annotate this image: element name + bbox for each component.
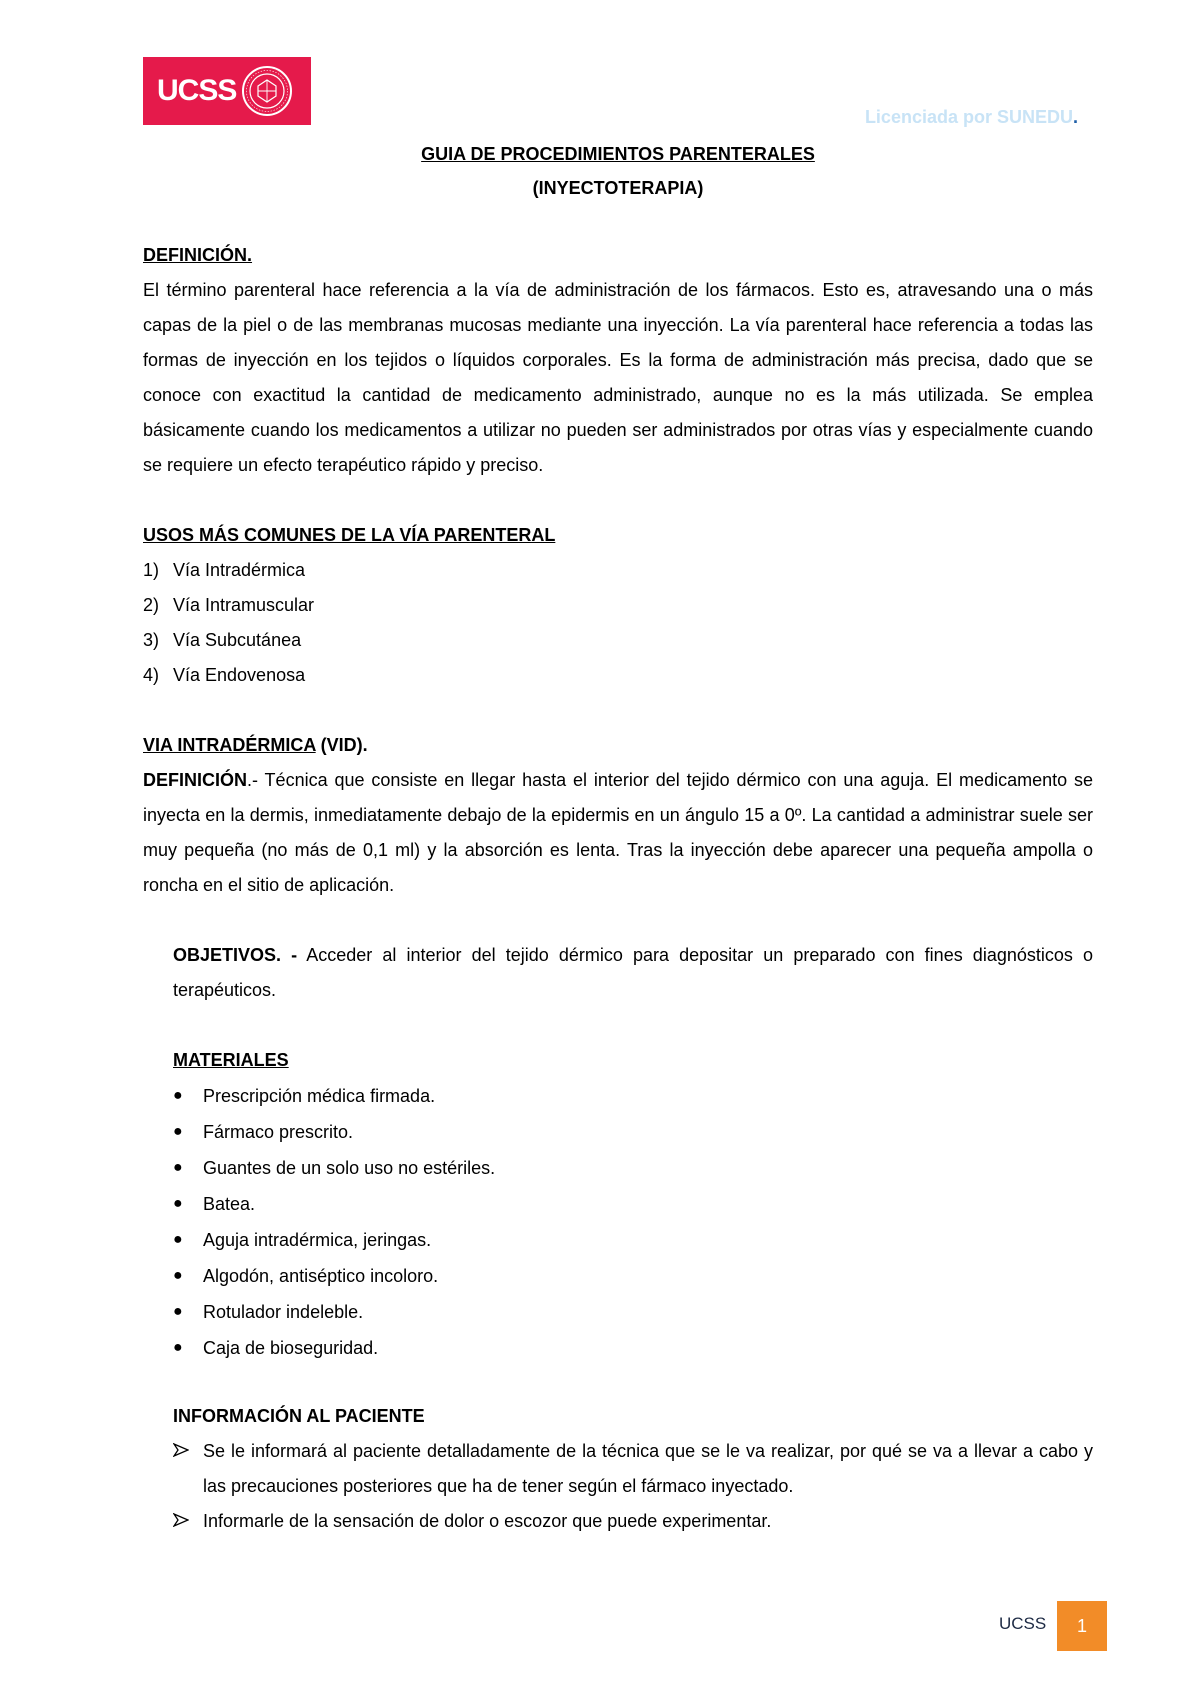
section-definicion (143, 238, 1093, 483)
list-item: Se le informará al paciente detalladamente de la técnica que se le va realizar, por qué se va a llevar a cabo y las precauciones posteriores que ha de tener según el fármaco inyectado. (173, 1434, 1093, 1504)
list-item: ● Algodón, antiséptico incoloro. (173, 1258, 1093, 1294)
bullet-icon: ● (173, 1123, 183, 1140)
bullet-icon: ● (173, 1339, 183, 1356)
university-seal-icon (240, 64, 294, 118)
document-title: GUIA DE PROCEDIMIENTOS PARENTERALES (421, 144, 815, 164)
informacion-heading: INFORMACIÓN AL PACIENTE (173, 1406, 425, 1426)
arrow-bullet-icon (173, 1434, 203, 1504)
vid-definition (143, 763, 1093, 903)
bullet-icon: ● (173, 1267, 183, 1284)
list-item: Informarle de la sensación de dolor o escozor que puede experimentar. (173, 1504, 1093, 1539)
bullet-icon: ● (173, 1159, 183, 1176)
license-label: Licenciada por SUNEDU (864, 107, 1073, 127)
objetivos-label: OBJETIVOS. - (173, 945, 298, 965)
usos-heading: USOS MÁS COMUNES DE LA VÍA PARENTERAL (143, 525, 556, 545)
list-item: ● Guantes de un solo uso no estériles. (173, 1150, 1093, 1186)
list-item: ● Batea. (173, 1186, 1093, 1222)
section-informacion-paciente (143, 1399, 1093, 1539)
list-item: 4) Vía Endovenosa (143, 665, 306, 685)
logo-text: UCSS (157, 74, 237, 107)
license-dot: . (1072, 107, 1078, 127)
vid-heading: VIA INTRADÉRMICA (VID). (143, 735, 368, 755)
materiales-heading: MATERIALES (173, 1050, 289, 1070)
definicion-text: El término parenteral hace referencia a la vía de administración de los fármacos. Esto es, atravesando una o más capas de la piel o de las membranas mucosas mediante una inyección. La vía parenteral hace referencia a todas las formas de inyección en los tejidos o líquidos corporales. Es la forma de administración más precisa, dado que se conoce con exactitud la cantidad de medicamento administrado, aunque no es la más utilizada. Se emplea básicamente cuando los medicamentos a utilizar no pueden ser administrados por otras vías y especialmente cuando se requiere un efecto terapéutico rápido y preciso. (143, 280, 1093, 475)
page-number: 1 (1057, 1601, 1107, 1651)
bullet-icon: ● (173, 1087, 183, 1104)
informacion-list (173, 1434, 1093, 1539)
objetivos-text: OBJETIVOS. - Acceder al interior del tejido dérmico para depositar un preparado con fines diagnósticos o terapéuticos. (173, 945, 1093, 1000)
vid-def-text: .- Técnica que consiste en llegar hasta el interior del tejido dérmico con una aguja. El medicamento se inyecta en la dermis, inmediatamente debajo de la epidermis en un ángulo 15 a 0º. La cantidad a administrar suele ser muy pequeña (no más de 0,1 ml) y la absorción es lenta. Tras la inyección debe aparecer una pequeña ampolla o roncha en el sitio de aplicación. (143, 770, 1093, 895)
usos-list (143, 553, 1093, 693)
document-subtitle: (INYECTOTERAPIA) (532, 178, 704, 198)
bullet-icon: ● (173, 1231, 183, 1248)
arrow-bullet-icon (173, 1504, 203, 1539)
section-usos (143, 518, 1093, 693)
list-item: 1) Vía Intradérmica (143, 560, 306, 580)
list-item: ● Rotulador indeleble. (173, 1294, 1093, 1330)
license-text (865, 107, 1078, 128)
definicion-heading: DEFINICIÓN. (143, 245, 253, 265)
vid-def-label: DEFINICIÓN (143, 770, 248, 790)
list-item: 3) Vía Subcutánea (143, 630, 302, 650)
section-objetivos (143, 938, 1093, 1008)
ucss-logo (143, 57, 311, 125)
footer-label: UCSS (999, 1614, 1047, 1633)
list-item: ● Prescripción médica firmada. (173, 1078, 1093, 1114)
list-item: ● Caja de bioseguridad. (173, 1330, 1093, 1366)
document-body (143, 143, 1093, 1539)
bullet-icon: ● (173, 1303, 183, 1320)
section-via-intradermica (143, 728, 1093, 903)
list-item: ● Aguja intradérmica, jeringas. (173, 1222, 1093, 1258)
list-item: 2) Vía Intramuscular (143, 595, 315, 615)
bullet-icon: ● (173, 1195, 183, 1212)
materiales-list (173, 1078, 1093, 1366)
list-item: ● Fármaco prescrito. (173, 1114, 1093, 1150)
section-materiales (143, 1043, 1093, 1366)
